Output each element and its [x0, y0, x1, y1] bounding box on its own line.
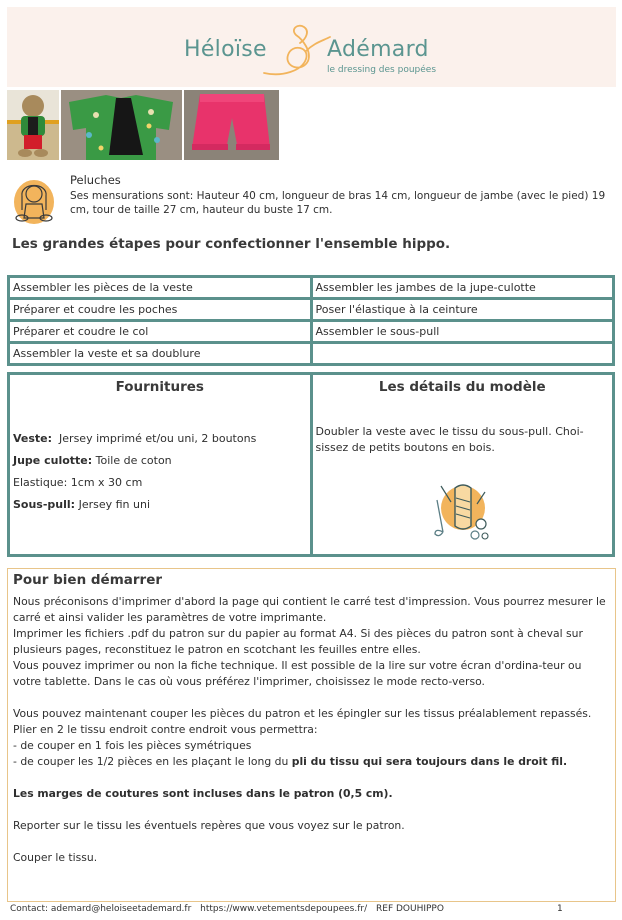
step-cell: Poser l'élastique à la ceinture [311, 299, 614, 321]
ampersand-icon [262, 21, 332, 81]
supply-item: Jupe culotte: Toile de coton [13, 454, 172, 467]
paragraph: Nous préconisons d'imprimer d'abord la page qui contient le carré test d'impression. Vous pourrez mesurer le carré et ainsi valider les paramètres de votre imprimante. [13, 595, 606, 624]
page-footer [10, 904, 450, 914]
steps-title: Les grandes étapes pour confectionner l'ensemble hippo. [12, 236, 451, 252]
photo-pink-shorts [184, 90, 279, 160]
details-title: Les détails du modèle [378, 379, 546, 395]
photo-green-jacket [61, 90, 182, 160]
step-cell: Préparer et coudre les poches [9, 299, 312, 321]
step-cell: Assembler la veste et sa doublure [9, 343, 312, 365]
table-row [9, 299, 614, 321]
supplies-title: Fournitures [115, 379, 204, 395]
paragraph: Plier en 2 le tissu endroit contre endroit vous permettra: [13, 723, 318, 736]
photo-teddy-bear [7, 90, 59, 160]
emphasis-text: pli du tissu qui sera toujours dans le droit fil. [291, 755, 568, 768]
brand-tagline: le dressing des poupées [327, 65, 437, 75]
steps-table [7, 275, 615, 366]
step-cell: Assembler le sous-pull [311, 321, 614, 343]
sewing-kit-icon [433, 480, 497, 546]
supplies-list [13, 428, 256, 516]
paragraph: Vous pouvez imprimer ou non la fiche technique. Il est possible de la lire sur votre écran d'ordina-teur ou votre tablette. Dans le cas où vous préférez l'imprimer, choisissez le mode recto-verso. [13, 659, 582, 688]
paragraph: - de couper les 1/2 pièces en les plaçant le long du pli du tissu qui sera toujours dans le droit fil. [13, 755, 568, 768]
paragraph: Imprimer les fichiers .pdf du patron sur du papier au format A4. Si des pièces du patron sont à cheval sur plusieurs pages, reconstituez le patron en scotchant les feuilles entre elles. [13, 627, 583, 656]
table-row [9, 277, 614, 299]
supplies-panel [10, 375, 313, 554]
table-row [9, 343, 614, 365]
paragraph: - de couper en 1 fois les pièces symétriques [13, 739, 252, 752]
contact-email[interactable]: Contact: ademard@heloiseetademard.fr [10, 904, 192, 914]
paragraph: Couper le tissu. [13, 851, 98, 864]
supply-item: Veste: Jersey imprimé et/ou uni, 2 boutons [13, 432, 257, 445]
table-row [9, 321, 614, 343]
brand-header [7, 7, 616, 87]
reference-code: REF DOUHIPPO [376, 904, 444, 914]
step-cell: Assembler les jambes de la jupe-culotte [311, 277, 614, 299]
step-cell [311, 343, 614, 365]
paragraph: Reporter sur le tissu les éventuels repères que vous voyez sur le patron. [13, 819, 405, 832]
supply-item: Elastique: 1cm x 30 cm [13, 476, 143, 489]
details-text: Doubler la veste avec le tissu du sous-pull. Choi-sissez de petits boutons en bois. [315, 425, 584, 454]
website-link[interactable]: https://www.vetementsdepoupees.fr/ [200, 904, 368, 914]
details-panel [313, 375, 613, 554]
getting-started-title: Pour bien démarrer [13, 572, 163, 588]
doll-type: Peluches [70, 173, 121, 187]
getting-started-box [7, 568, 616, 902]
brand-logo [7, 7, 616, 87]
doll-icon [12, 174, 56, 224]
step-cell: Préparer et coudre le col [9, 321, 312, 343]
supplies-details-box [7, 372, 615, 557]
step-cell: Assembler les pièces de la veste [9, 277, 312, 299]
doll-measurements-text: Ses mensurations sont: Hauteur 40 cm, longueur de bras 14 cm, longueur de jambe (avec le pied) 19 cm, tour de taille 27 cm, hauteur du buste 17 cm. [70, 190, 606, 216]
paragraph-seam-allowance: Les marges de coutures sont incluses dans le patron (0,5 cm). [13, 787, 393, 800]
paragraph: Vous pouvez maintenant couper les pièces du patron et les épingler sur les tissus préalablement repassés. [13, 707, 592, 720]
brand-name-left: Héloïse [184, 37, 267, 62]
page-number: 1 [557, 904, 563, 914]
brand-name-right: Adémard [327, 37, 429, 62]
supply-item: Sous-pull: Jersey fin uni [13, 498, 151, 511]
